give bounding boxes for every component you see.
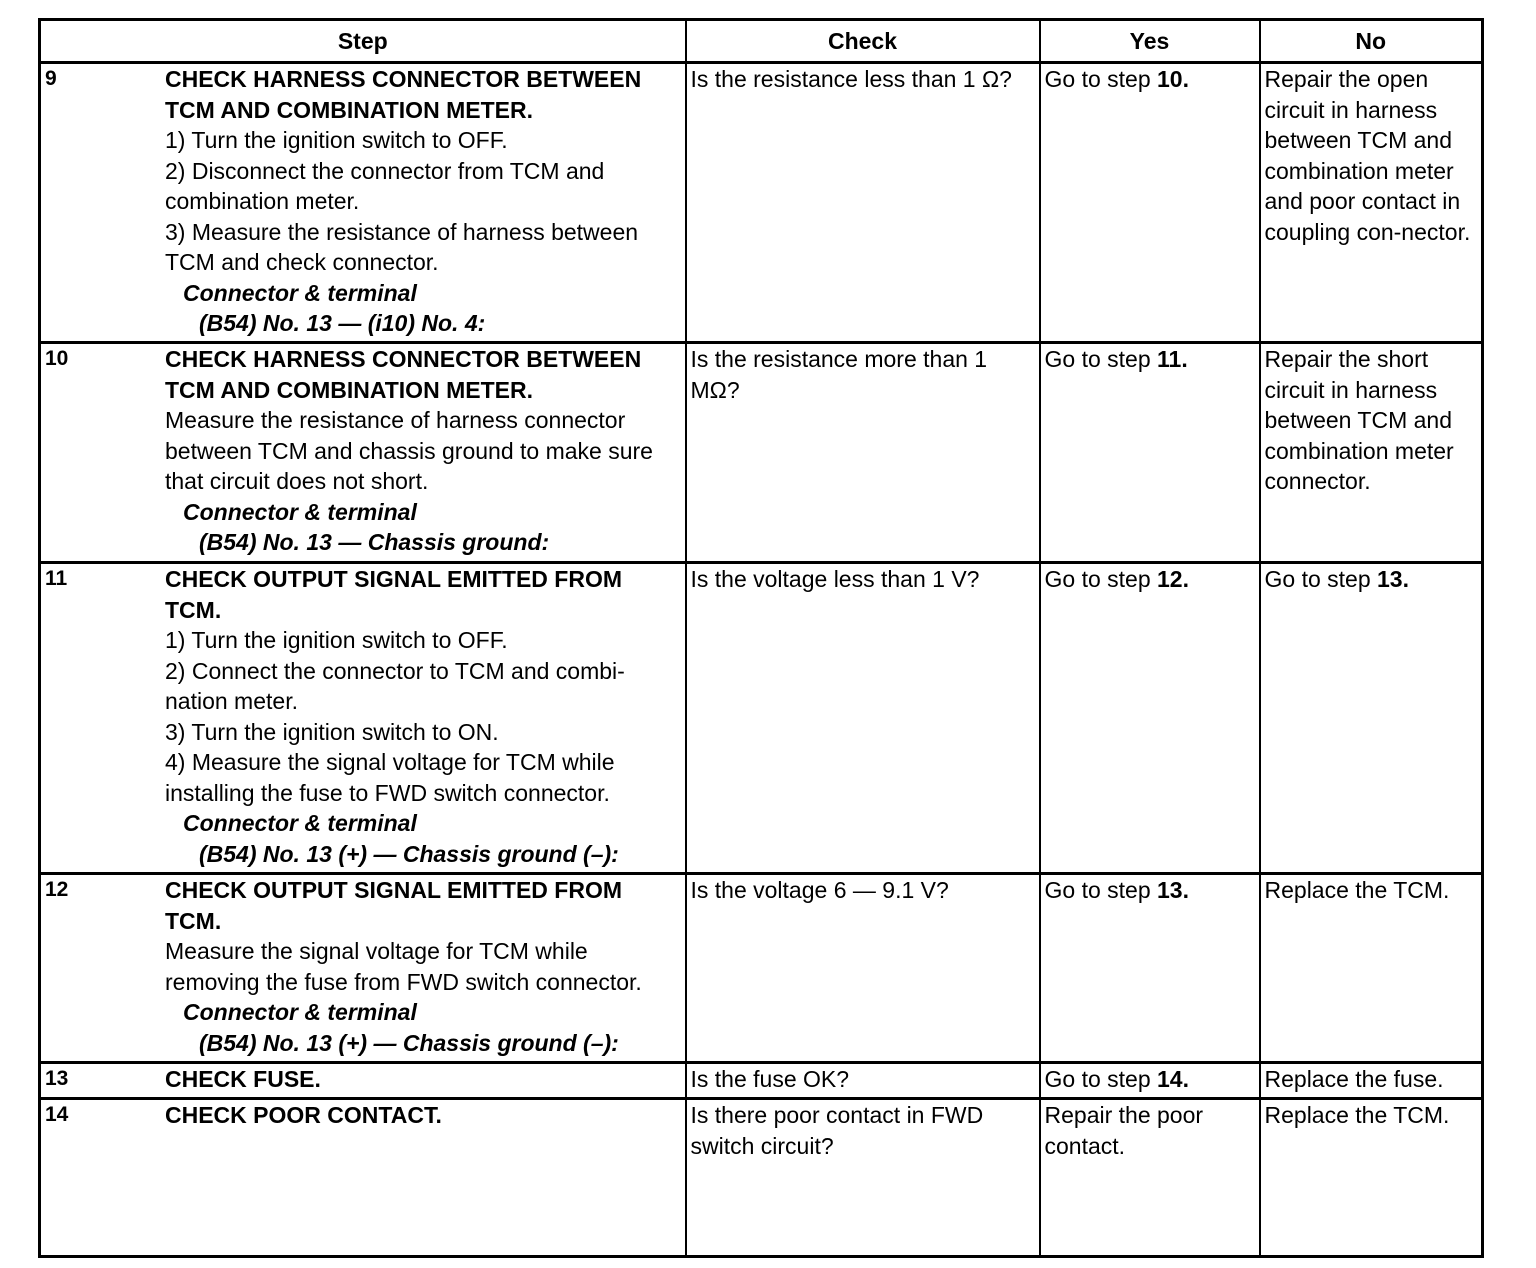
connector-label: Connector & terminal [183,810,417,836]
no-cell: Repair the open circuit in harness between TCM and combination meter and poor contact in coupling con-nector. [1260,63,1483,343]
step-cell [40,874,686,1063]
header-check: Check [686,20,1040,63]
step-cell [40,63,686,343]
connector-label: Connector & terminal [183,279,417,306]
step-instruction: Measure the signal voltage for TCM while removing the fuse from FWD switch connector. [165,938,642,995]
connector-label: Connector & terminal [183,498,417,525]
no-step-number: 13. [1377,566,1409,592]
step-title: CHECK HARNESS CONNECTOR BETWEEN TCM AND COMBINATION METER. [165,346,642,403]
step-number: 14 [45,1103,69,1126]
check-cell: Is the fuse OK? [686,1063,1040,1099]
yes-step-number: 12. [1157,566,1189,592]
yes-cell: Repair the poor contact. [1040,1099,1260,1257]
yes-step-number: 14. [1157,1066,1189,1092]
step-instruction: 2) Connect the connector to TCM and combi-nation meter. [165,657,625,714]
yes-cell [1040,63,1260,343]
check-cell: Is the resistance less than 1 Ω? [686,63,1040,343]
yes-cell [1040,343,1260,563]
header-no: No [1260,20,1483,63]
yes-text: Go to step [1044,346,1158,372]
yes-cell [1040,1063,1260,1099]
step-instruction: 3) Measure the resistance of harness between TCM and check connector. [165,218,639,275]
check-cell: Is there poor contact in FWD switch circuit? [686,1099,1040,1257]
table-row [40,1063,1483,1099]
no-cell: Replace the TCM. [1260,1099,1483,1257]
step-cell [40,1063,686,1099]
table-row [40,874,1483,1063]
yes-cell [1040,874,1260,1063]
header-yes: Yes [1040,20,1260,63]
table-row [40,63,1483,343]
step-number: 12 [45,878,69,901]
connector-label: Connector & terminal [183,999,417,1025]
check-cell: Is the resistance more than 1 MΩ? [686,343,1040,563]
diagnostic-table [38,18,1484,1258]
step-number: 9 [45,67,57,90]
step-instruction: 3) Turn the ignition switch to ON. [165,718,499,745]
yes-text: Go to step [1044,66,1158,92]
no-cell: Replace the TCM. [1260,874,1483,1063]
yes-cell [1040,563,1260,874]
connector-terminal: (B54) No. 13 — Chassis ground: [199,529,550,555]
step-instruction: Measure the resistance of harness connector between TCM and chassis ground to make sure that circuit does not short. [165,407,653,494]
step-cell [40,1099,686,1257]
check-cell: Is the voltage less than 1 V? [686,563,1040,874]
step-instruction: 2) Disconnect the connector from TCM and combination meter. [165,157,605,214]
yes-step-number: 10. [1157,66,1189,92]
yes-step-number: 13. [1157,877,1189,903]
check-cell: Is the voltage 6 — 9.1 V? [686,874,1040,1063]
yes-step-number: 11. [1157,346,1188,372]
connector-terminal: (B54) No. 13 (+) — Chassis ground (–): [199,1029,619,1056]
step-title: CHECK OUTPUT SIGNAL EMITTED FROM TCM. [165,566,623,623]
step-instruction: 1) Turn the ignition switch to OFF. [165,127,508,153]
connector-terminal: (B54) No. 13 (+) — Chassis ground (–): [199,840,619,867]
table-row [40,1099,1483,1257]
step-instruction: 4) Measure the signal voltage for TCM while installing the fuse to FWD switch connector. [165,749,615,806]
step-title: CHECK POOR CONTACT. [165,1102,442,1128]
step-number: 11 [45,567,68,590]
yes-text: Go to step [1044,1066,1158,1092]
header-row [40,20,1483,63]
step-number: 13 [45,1067,69,1090]
step-instruction: 1) Turn the ignition switch to OFF. [165,627,508,653]
no-text: Go to step [1264,566,1378,592]
step-cell [40,563,686,874]
no-cell: Repair the short circuit in harness between TCM and combination meter connector. [1260,343,1483,563]
header-step: Step [40,20,686,63]
table-row [40,343,1483,563]
no-cell: Replace the fuse. [1260,1063,1483,1099]
table-row [40,563,1483,874]
step-title: CHECK HARNESS CONNECTOR BETWEEN TCM AND COMBINATION METER. [165,66,642,123]
connector-terminal: (B54) No. 13 — (i10) No. 4: [199,310,486,336]
step-number: 10 [45,347,69,370]
step-title: CHECK OUTPUT SIGNAL EMITTED FROM TCM. [165,877,623,934]
yes-text: Go to step [1044,877,1158,903]
step-cell [40,343,686,563]
step-title: CHECK FUSE. [165,1066,321,1092]
no-cell [1260,563,1483,874]
yes-text: Go to step [1044,566,1158,592]
